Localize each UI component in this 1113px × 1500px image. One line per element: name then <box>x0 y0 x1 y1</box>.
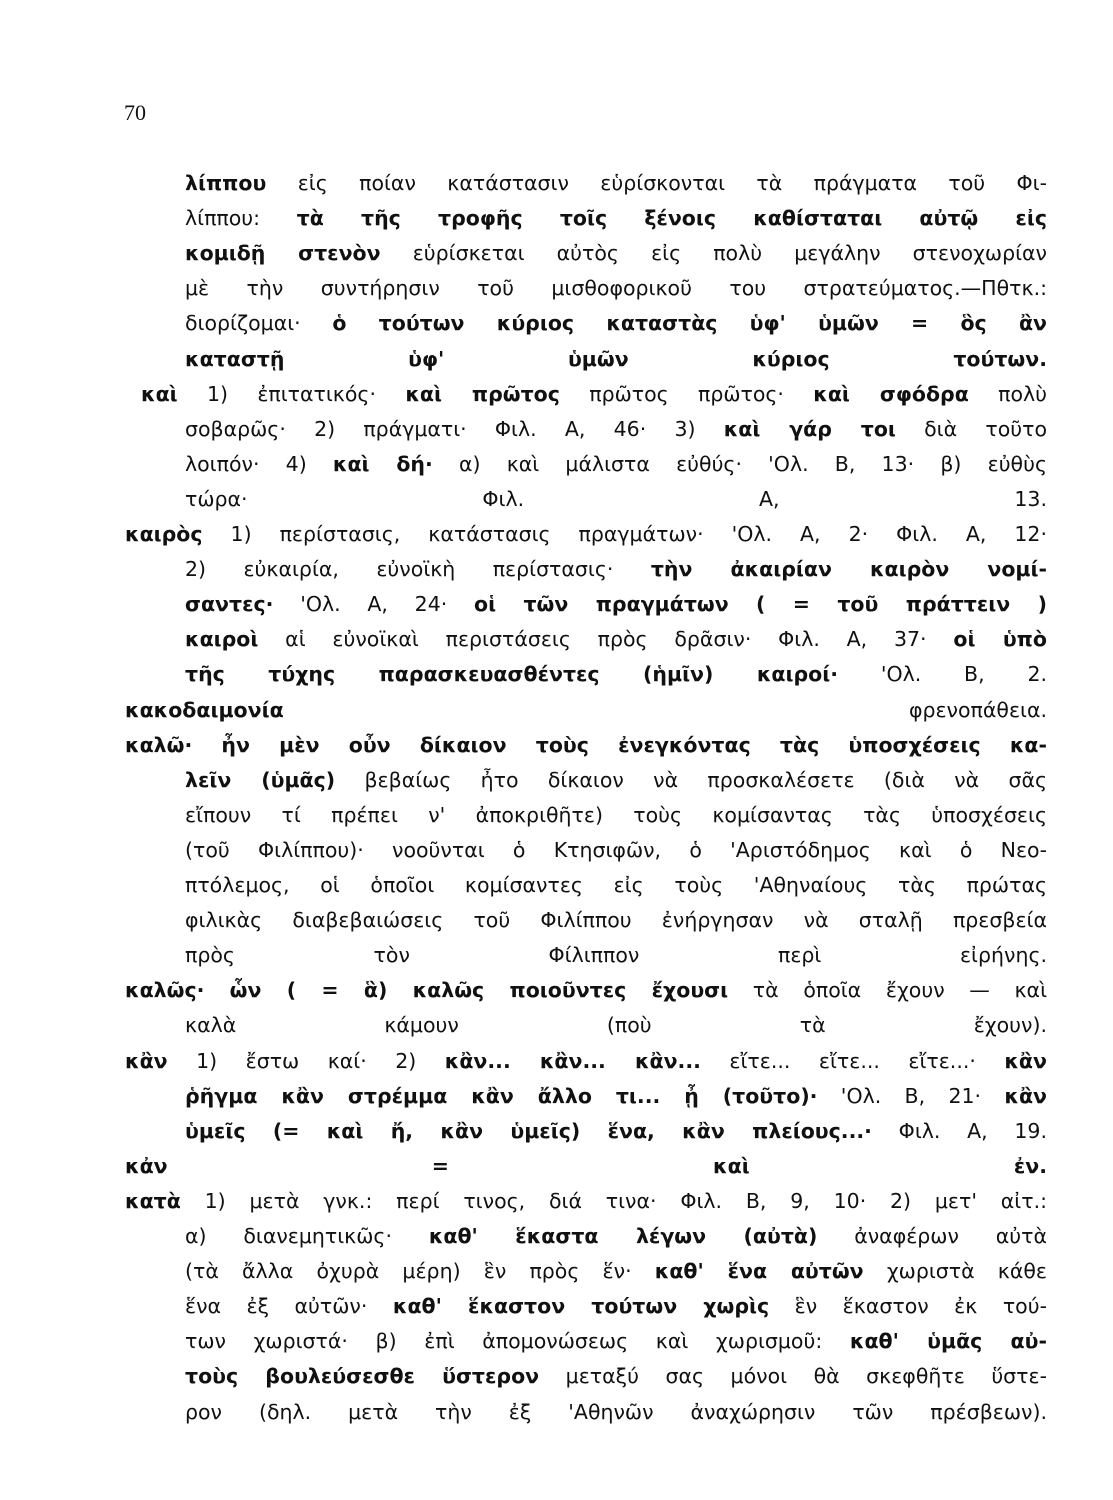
bold-term: καλῶς· ὧν ( = ἃ) καλῶς ποιοῦντες ἔχουσι <box>125 978 729 1003</box>
text-run: τὰ ὁποῖα ἔχουν — καὶ <box>728 978 1048 1003</box>
text-line <box>185 1291 1047 1321</box>
text-run: εἴπουν τί πρέπει ν' ἀποκριθῆτε) τοὺς κομίσαντας τὰς ὑποσχέσεις <box>185 802 1047 827</box>
text-line <box>141 379 1047 409</box>
text-line <box>185 589 1047 619</box>
bold-term: λεῖν (ὑμᾶς) <box>185 767 336 792</box>
bold-term: τοὺς βουλεύσεσθε ὕστερον <box>185 1364 540 1389</box>
bold-term: καὶ σφόδρα <box>813 381 969 406</box>
bold-term: κἀν = καὶ ἐν. <box>125 1153 1047 1178</box>
text-line <box>185 765 1047 795</box>
bold-term: καταστῇ ὑφ' ὑμῶν κύριος τούτων. <box>185 346 1047 371</box>
text-run: μεταξύ σας μόνοι θὰ σκεφθῆτε ὕστε- <box>539 1364 1047 1389</box>
text-run: (τὰ ἄλλα ὀχυρὰ μέρη) ἓν πρὸς ἕν· <box>185 1259 655 1284</box>
bold-term: καθ' ἕκαστα λέγων (αὐτὰ) <box>428 1224 818 1248</box>
text-run: αἱ εὐνοϊκαὶ περιστάσεις πρὸς δρᾶσιν· Φιλ. Α, 37· <box>258 627 954 652</box>
bold-term: οἱ ὑπὸ <box>953 627 1047 652</box>
bold-term: κἂν <box>125 1048 168 1073</box>
text-run: Φιλ. Α, 19. <box>871 1118 1047 1143</box>
text-line <box>185 273 1047 303</box>
text-run: α) διανεμητικῶς· <box>185 1224 429 1248</box>
bold-term: καὶ πρῶτος <box>405 381 560 406</box>
bold-term: ῥῆγμα κἂν στρέμμα κἂν ἄλλο τι... ᾖ (τοῦτο)· <box>185 1083 818 1108</box>
text-run: 1) μετὰ γνκ.: περί τινος, διά τινα· Φιλ. Β, 9, 10· 2) μετ' αἰτ.: <box>180 1188 1047 1213</box>
text-line <box>185 940 1047 970</box>
text-run: 'Ολ. Β, 2. <box>838 662 1047 687</box>
text-run: ἓν ἕκαστον ἐκ τού- <box>769 1294 1047 1319</box>
bold-term: κομιδῇ στενὸν <box>185 241 381 266</box>
text-run: ἕνα ἐξ αὐτῶν· <box>185 1294 393 1319</box>
text-run: χωριστὰ κάθε <box>863 1259 1048 1284</box>
text-run: βεβαίως ἦτο δίκαιον νὰ προσκαλέσετε (διὰ νὰ σᾶς <box>335 767 1048 792</box>
text-run: φρενοπάθεια. <box>283 697 1047 722</box>
text-run: ρον (δηλ. μετὰ τὴν ἐξ 'Αθηνῶν ἀναχώρησιν τῶν πρέσβεων). <box>185 1399 1047 1424</box>
text-run: διορίζομαι· <box>185 311 333 336</box>
text-run: 1) ἐπιτατικός· <box>177 381 406 406</box>
text-line <box>185 835 1047 865</box>
bold-term: καλῶ· ἦν μὲν οὖν δίκαιον τοὺς ἐνεγκόντας τὰς ὑποσχέσεις κα- <box>125 732 1047 757</box>
text-run: 2) εὐκαιρία, εὐνοϊκὴ περίστασις· <box>185 557 651 582</box>
bold-term: σαντες· <box>185 592 274 617</box>
text-run: διὰ τοῦτο <box>895 416 1047 441</box>
bold-term: καθ' ὑμᾶς αὐ- <box>849 1329 1047 1354</box>
text-line <box>185 203 1047 233</box>
text-run: ἀναφέρων αὐτὰ <box>817 1224 1047 1248</box>
bold-term: λίππου <box>185 171 267 195</box>
bold-term: τὰ τῆς τροφῆς τοῖς ξένοις καθίσταται αὐτῷ εἰς <box>296 206 1047 231</box>
text-run: (τοῦ Φιλίππου)· νοοῦνται ὁ Κτησιφῶν, ὁ 'Αριστόδημος καὶ ὁ Νεο- <box>185 837 1047 862</box>
text-run: μὲ τὴν συντήρησιν τοῦ μισθοφορικοῦ του στρατεύματος.—Πθτκ.: <box>185 276 1047 301</box>
text-run: εὑρίσκεται αὐτὸς εἰς πολὺ μεγάλην στενοχωρίαν <box>380 241 1047 266</box>
bold-term: οἱ τῶν πραγμάτων ( = τοῦ πράττειν ) <box>474 592 1047 617</box>
text-line <box>185 414 1047 444</box>
text-line <box>185 800 1047 830</box>
bold-term: τῆς τύχης παρασκευασθέντες (ἡμῖν) καιροί· <box>185 662 838 687</box>
text-run: λίππου: <box>185 206 297 231</box>
text-line <box>185 238 1047 268</box>
text-line <box>125 1046 1047 1076</box>
bold-term: καὶ δή· <box>332 451 433 476</box>
bold-term: κακοδαιμονία <box>125 697 284 722</box>
text-run: λοιπόν· 4) <box>185 451 333 476</box>
bold-term: καθ' ἕκαστον τούτων χωρὶς <box>392 1294 770 1319</box>
text-line <box>185 1116 1047 1146</box>
text-run: πρῶτος πρῶτος· <box>559 381 814 406</box>
text-line <box>185 1010 1047 1040</box>
text-run: πρὸς τὸν Φίλιππον περὶ εἰρήνης. <box>185 943 1047 968</box>
text-line <box>185 308 1047 338</box>
text-run: 1) περίστασις, κατάστασις πραγμάτων· 'Ολ. Α, 2· Φιλ. Α, 12· <box>202 522 1047 546</box>
text-run: α) καὶ μάλιστα εὐθύς· 'Ολ. Β, 13· β) εὐθὺς <box>432 451 1047 476</box>
text-line <box>125 1151 1047 1181</box>
text-line <box>185 659 1047 689</box>
text-run: των χωριστά· β) ἐπὶ ἀπομονώσεως καὶ χωρισμοῦ: <box>185 1329 850 1354</box>
text-run: 'Ολ. Β, 21· <box>817 1083 1005 1108</box>
text-line <box>185 344 1047 374</box>
bold-term: καὶ γάρ τοι <box>723 416 896 441</box>
bold-term: καιρὸς <box>125 522 203 546</box>
text-line <box>185 905 1047 935</box>
text-line <box>185 1326 1047 1356</box>
text-run: 1) ἔστω καί· 2) <box>167 1048 445 1073</box>
text-line <box>125 1186 1047 1216</box>
text-run: εἰς ποίαν κατάστασιν εὑρίσκονται τὰ πράγματα τοῦ Φι- <box>266 171 1047 195</box>
text-run: φιλικὰς διαβεβαιώσεις τοῦ Φιλίππου ἐνήργησαν νὰ σταλῇ πρεσβεία <box>185 908 1047 933</box>
text-run: σοβαρῶς· 2) πράγματι· Φιλ. Α, 46· 3) <box>185 416 724 441</box>
bold-term: καθ' ἕνα αὐτῶν <box>654 1259 864 1284</box>
text-line <box>125 730 1047 760</box>
text-line <box>185 168 1047 198</box>
text-line <box>185 870 1047 900</box>
bold-term: καὶ <box>141 381 178 406</box>
text-run: καλὰ κάμουν (ποὺ τὰ ἔχουν). <box>185 1013 1047 1038</box>
text-run: εἴτε... εἴτε... εἴτε...· <box>700 1048 1005 1073</box>
text-line <box>185 1397 1047 1427</box>
text-run: πτόλεμος, οἱ ὁποῖοι κομίσαντες εἰς τοὺς 'Αθηναίους τὰς πρώτας <box>185 873 1047 897</box>
text-line <box>185 554 1047 584</box>
text-line <box>185 624 1047 654</box>
page-number: 70 <box>124 100 146 125</box>
bold-term: καιροὶ <box>185 627 259 652</box>
bold-term: κἂν... κἂν... κἂν... <box>444 1048 701 1073</box>
text-line <box>125 695 1047 725</box>
text-line <box>125 975 1047 1005</box>
bold-term: κατὰ <box>125 1188 181 1213</box>
text-line <box>185 449 1047 479</box>
text-line <box>185 1081 1047 1111</box>
bold-term: ὑμεῖς (= καὶ ἤ, κἂν ὑμεῖς) ἕνα, κἂν πλείους...· <box>185 1118 872 1143</box>
bold-term: κἂν <box>1004 1083 1048 1108</box>
text-run: τώρα· Φιλ. Α, 13. <box>185 486 1047 511</box>
bold-term: ὁ τούτων κύριος καταστὰς ὑφ' ὑμῶν = ὃς ἂν <box>332 311 1047 336</box>
text-line <box>185 1256 1047 1286</box>
bold-term: κἂν <box>1004 1048 1047 1073</box>
text-line <box>125 519 1047 549</box>
text-line <box>185 484 1047 514</box>
text-line <box>185 1361 1047 1391</box>
bold-term: τὴν ἀκαιρίαν καιρὸν νομί- <box>650 557 1047 582</box>
text-run: 'Ολ. Α, 24· <box>273 592 475 617</box>
text-run: πολὺ <box>968 381 1047 406</box>
text-line <box>185 1221 1047 1251</box>
